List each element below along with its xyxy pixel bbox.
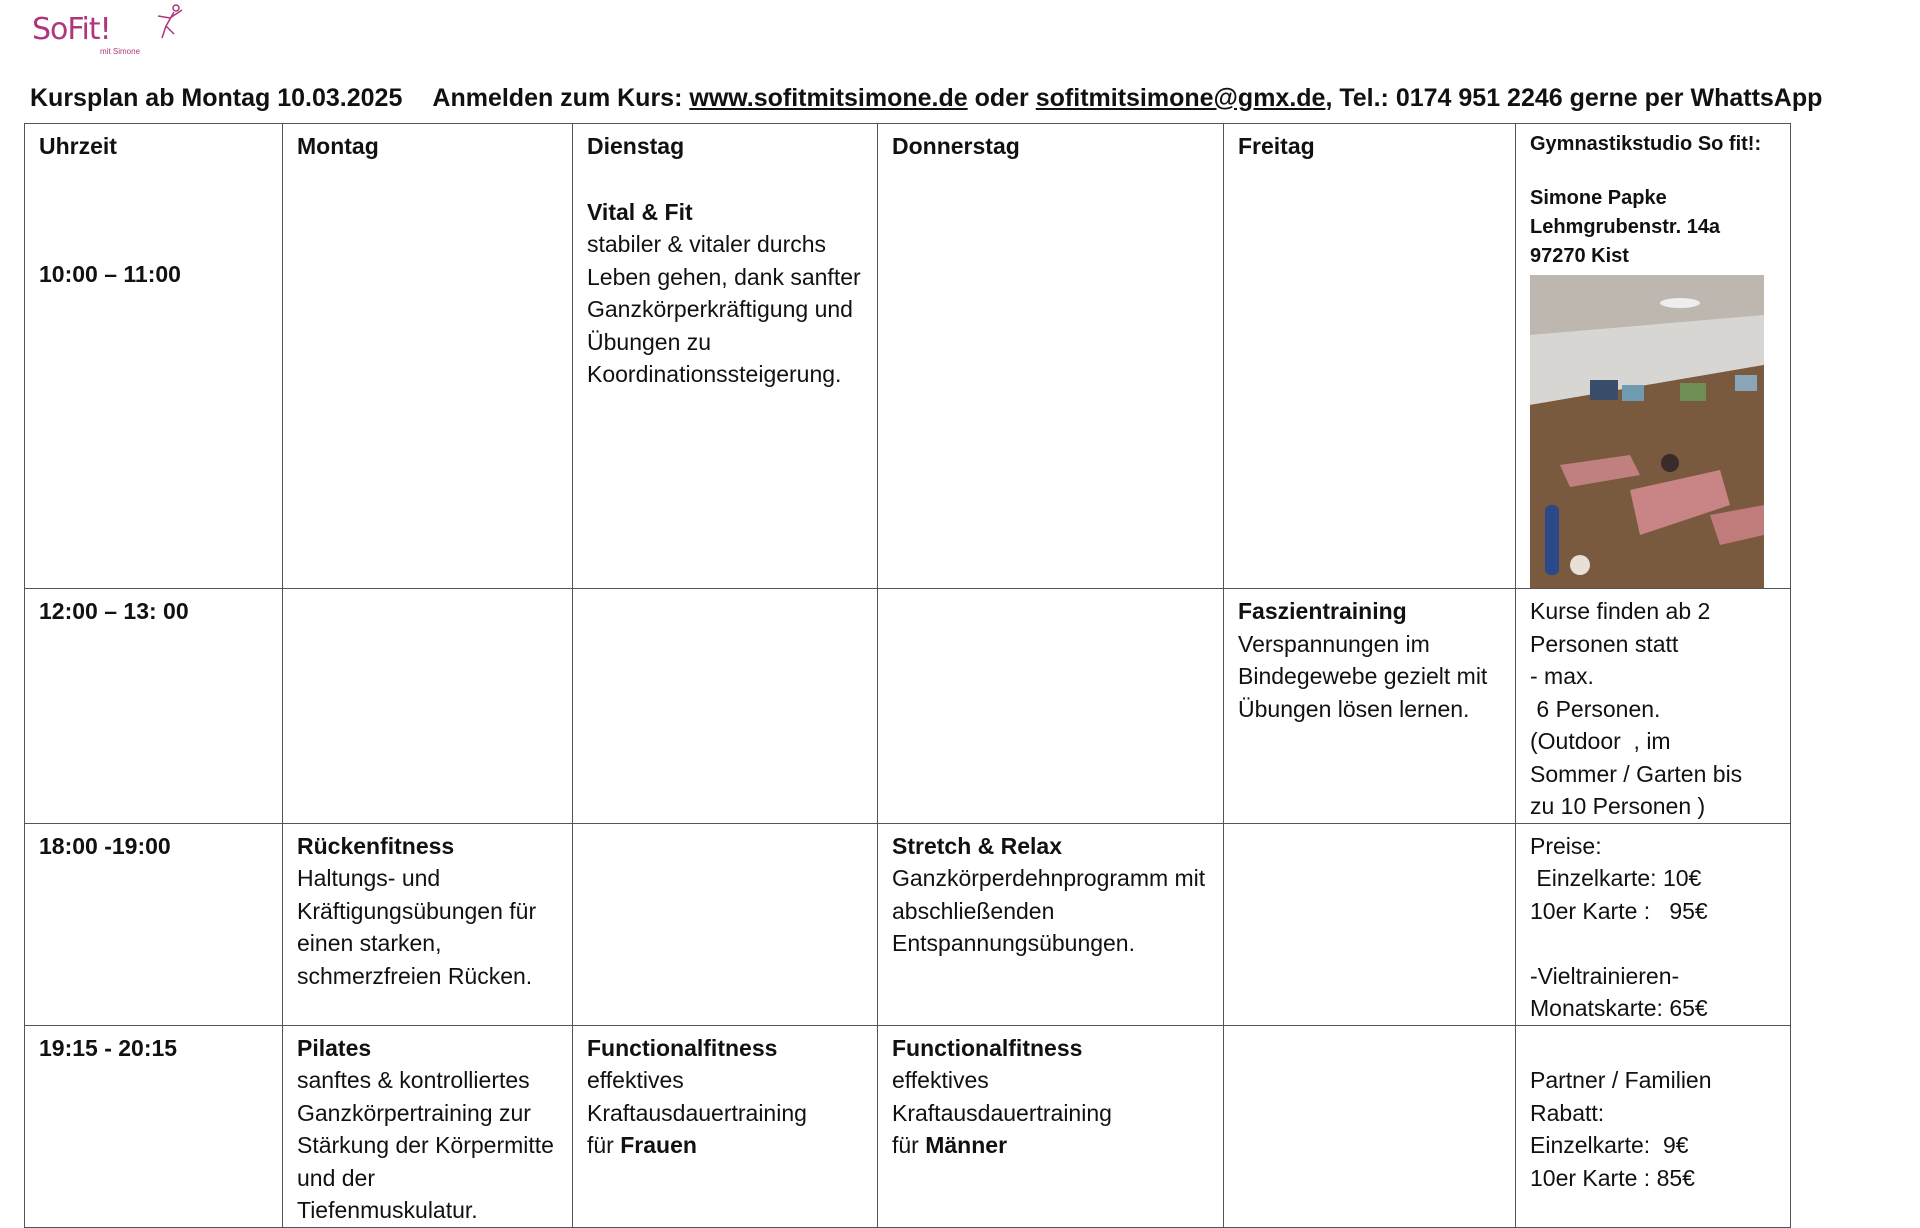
- schedule-header: [30, 84, 1822, 113]
- tuesday-cell: [573, 589, 878, 824]
- course-title: Rückenfitness: [297, 832, 455, 859]
- email-link[interactable]: sofitmitsimone@gmx.de: [1035, 84, 1326, 112]
- thursday-cell: [878, 1025, 1224, 1227]
- tuesday-cell: [573, 124, 878, 589]
- studio-street: Lehmgrubenstr. 14a: [1530, 216, 1721, 238]
- logo-tagline: mit Simone: [100, 47, 141, 56]
- course-title: Faszientraining: [1238, 598, 1407, 624]
- monday-cell: [283, 823, 573, 1025]
- logo-wordmark: SoFit!: [32, 12, 111, 47]
- target-group: Männer: [925, 1132, 1008, 1158]
- signup-label: Anmelden zum Kurs:: [432, 84, 683, 112]
- studio-photo: [1530, 275, 1764, 588]
- schedule-title: Kursplan ab Montag 10.03.2025: [30, 84, 403, 112]
- course-description: effektives Kraftausdauertraining: [587, 1067, 807, 1126]
- course-title: Functionalfitness: [587, 1034, 778, 1061]
- studio-city: 97270 Kist: [1530, 245, 1629, 267]
- column-header-tuesday: Dienstag: [587, 133, 685, 159]
- table-row: [25, 124, 1791, 589]
- column-header-thursday: Donnerstag: [892, 133, 1020, 159]
- course-title: Functionalfitness: [892, 1034, 1083, 1061]
- table-row: [25, 589, 1791, 824]
- thursday-cell: [878, 589, 1224, 824]
- website-link[interactable]: www.sofitmitsimone.de: [689, 84, 968, 112]
- course-title: Pilates: [297, 1034, 372, 1061]
- course-description: stabiler & vitaler durchs Leben gehen, dank sanfter Ganzkörperkräftigung und Übungen zu Koordinationssteigerung.: [587, 231, 861, 387]
- course-description: Haltungs- und Kräftigungsübungen für einen starken, schmerzfreien Rücken.: [297, 865, 537, 989]
- time-slot: 12:00 – 13: 00: [25, 589, 283, 824]
- friday-cell: [1224, 823, 1516, 1025]
- sofit-logo: [30, 2, 200, 58]
- monday-cell: [283, 1025, 573, 1227]
- dancer-icon: [148, 2, 188, 42]
- target-group: Frauen: [620, 1132, 697, 1158]
- course-schedule-table: [24, 123, 1791, 1228]
- course-description: effektives Kraftausdauertraining: [892, 1067, 1112, 1126]
- price-info: Preise: Einzelkarte: 10€ 10er Karte : 95€ -Vieltrainieren- Monatskarte: 65€: [1516, 823, 1791, 1025]
- time-cell: [25, 124, 283, 589]
- column-header-friday: Freitag: [1238, 133, 1315, 159]
- monday-cell: [283, 589, 573, 824]
- tuesday-cell: [573, 1025, 878, 1227]
- target-prefix: für: [892, 1132, 919, 1158]
- time-slot: 19:15 - 20:15: [25, 1025, 283, 1227]
- course-description: sanftes & kontrolliertes Ganzkörpertraining zur Stärkung der Körpermitte und der Tiefenmuskulatur.: [297, 1067, 554, 1223]
- friday-cell: [1224, 124, 1516, 589]
- column-header-monday: Montag: [297, 133, 379, 159]
- course-title: Stretch & Relax: [892, 832, 1063, 859]
- studio-title: Gymnastikstudio So fit!:: [1530, 133, 1762, 155]
- phone-text: , Tel.: 0174 951 2246 gerne per WhattsApp: [1325, 84, 1823, 112]
- course-title: Vital & Fit: [587, 198, 693, 225]
- table-row: [25, 823, 1791, 1025]
- friday-cell: [1224, 1025, 1516, 1227]
- discount-info: Partner / Familien Rabatt: Einzelkarte: 9€ 10er Karte : 85€: [1516, 1025, 1791, 1227]
- monday-cell: [283, 124, 573, 589]
- friday-cell: [1224, 589, 1516, 824]
- studio-cell: [1516, 124, 1791, 589]
- course-info: Kurse finden ab 2 Personen statt - max. 6 Personen. (Outdoor , im Sommer / Garten bis zu 10 Personen ): [1516, 589, 1791, 824]
- course-description: Ganzkörperdehnprogramm mit abschließenden Entspannungsübungen.: [892, 865, 1206, 956]
- thursday-cell: [878, 124, 1224, 589]
- table-row: [25, 1025, 1791, 1227]
- tuesday-cell: [573, 823, 878, 1025]
- time-slot: 10:00 – 11:00: [39, 260, 181, 287]
- thursday-cell: [878, 823, 1224, 1025]
- studio-owner: Simone Papke: [1530, 187, 1667, 209]
- target-prefix: für: [587, 1132, 614, 1158]
- time-slot: 18:00 -19:00: [25, 823, 283, 1025]
- column-header-time: Uhrzeit: [39, 133, 117, 159]
- or-text: oder: [974, 84, 1029, 112]
- course-description: Verspannungen im Bindegewebe gezielt mit Übungen lösen lernen.: [1238, 630, 1488, 722]
